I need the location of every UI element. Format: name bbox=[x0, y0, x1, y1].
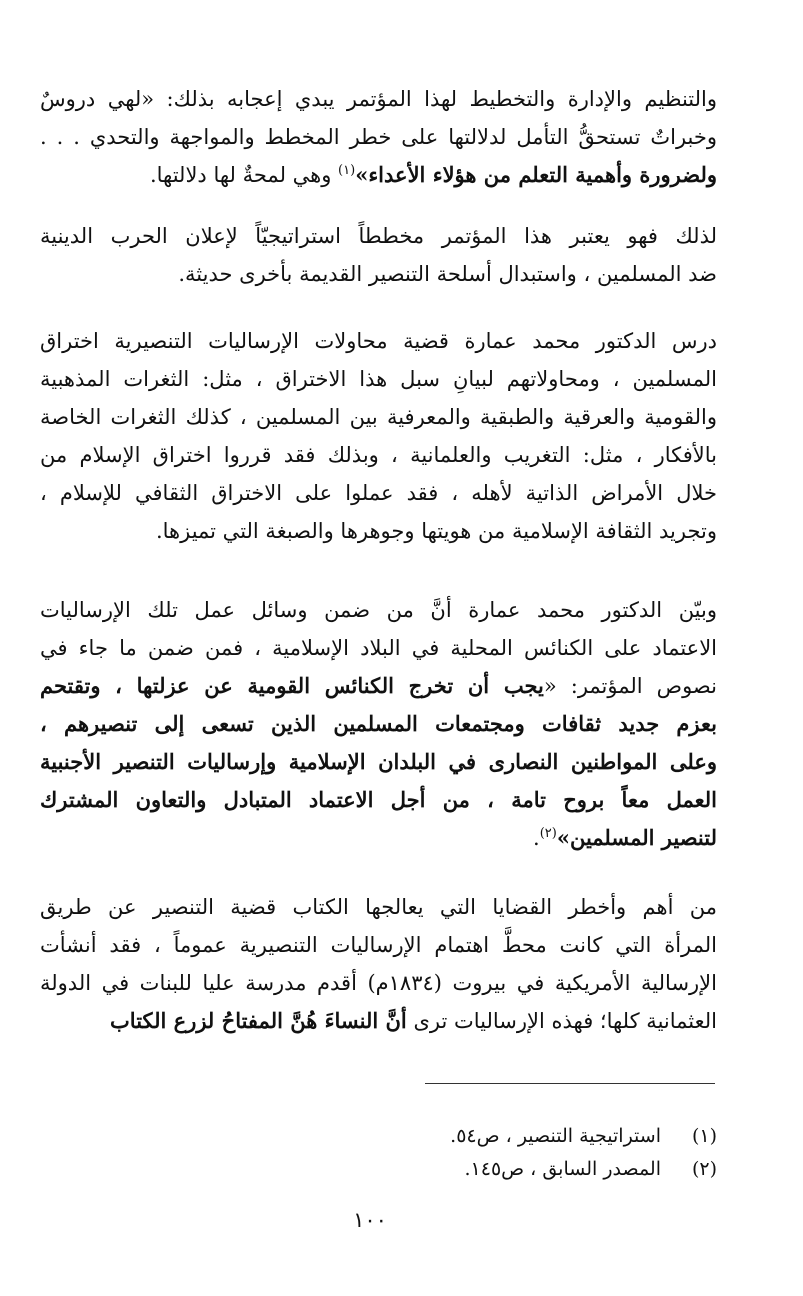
text-line bbox=[40, 1002, 717, 1040]
text-run: بالأفكار ، مثل: التغريب والعلمانية ، وبذلك فقد قرروا اختراق الإسلام من bbox=[40, 443, 717, 467]
text-run: وهي لمحةٌ لها دلالتها. bbox=[149, 163, 339, 187]
text-line bbox=[40, 512, 717, 550]
footnote-text: استراتيجية التنصير ، ص٥٤. bbox=[450, 1125, 661, 1147]
text-run: وتجريد الثقافة الإسلامية من هويتها وجوهرها والصبغة التي تميزها. bbox=[155, 519, 717, 543]
paragraph bbox=[40, 591, 717, 857]
footnote-number: (١) bbox=[691, 1125, 717, 1147]
footnote-number: (٢) bbox=[691, 1158, 717, 1180]
text-line bbox=[40, 436, 717, 474]
text-line bbox=[40, 156, 717, 194]
text-line bbox=[40, 964, 717, 1002]
page-number: ١٠٠ bbox=[353, 1208, 387, 1232]
text-run: المسلمين ، ومحاولاتهم لبيانِ سبل هذا الاختراق ، مثل: الثغرات المذهبية bbox=[40, 367, 717, 391]
text-run: درس الدكتور محمد عمارة قضية محاولات الإرساليات التنصيرية اختراق bbox=[40, 329, 717, 353]
footnote-ref: (١) bbox=[338, 163, 356, 178]
paragraph bbox=[40, 80, 717, 194]
text-run: لتنصير المسلمين» bbox=[556, 825, 717, 850]
text-line bbox=[40, 705, 717, 743]
text-run: . bbox=[533, 826, 540, 850]
text-run: من أهم وأخطر القضايا التي يعالجها الكتاب قضية التنصير عن طريق bbox=[40, 895, 717, 919]
text-run: خلال الأمراض الذاتية لأهله ، فقد عملوا على الاختراق الثقافي للإسلام ، bbox=[40, 481, 717, 505]
text-run: ولضرورة وأهمية التعلم من هؤلاء الأعداء» bbox=[355, 162, 717, 187]
text-line bbox=[40, 591, 717, 629]
text-line bbox=[40, 118, 717, 156]
paragraph bbox=[40, 217, 717, 293]
text-run: الاعتماد على الكنائس المحلية في البلاد الإسلامية ، فمن ضمن ما جاء في bbox=[40, 636, 717, 660]
text-run: والتنظيم والإدارة والتخطيط لهذا المؤتمر يبدي إعجابه بذلك: «لهي دروسٌ bbox=[40, 87, 717, 111]
footnote bbox=[317, 1154, 717, 1184]
text-run: يجب أن تخرج الكنائس القومية عن عزلتها ، وتقتحم bbox=[40, 673, 544, 698]
text-line bbox=[40, 255, 717, 293]
text-line bbox=[40, 217, 717, 255]
footnote-ref: (٢) bbox=[539, 826, 557, 841]
text-run: وعلى المواطنين النصارى في البلدان الإسلامية وإرساليات التنصير الأجنبية bbox=[40, 749, 717, 774]
text-run: نصوص المؤتمر: « bbox=[543, 674, 717, 698]
text-run: العمل معاً بروح تامة ، من أجل الاعتماد المتبادل والتعاون المشترك bbox=[40, 787, 717, 812]
text-run: والقومية والعرقية والطبقية والمعرفية بين المسلمين ، كذلك الثغرات الخاصة bbox=[40, 405, 717, 429]
paragraph bbox=[40, 888, 717, 1040]
text-line bbox=[40, 474, 717, 512]
text-run: الإرسالية الأمريكية في بيروت (١٨٣٤م) أقدم مدرسة عليا للبنات في الدولة bbox=[40, 971, 717, 995]
text-line bbox=[40, 80, 717, 118]
text-line bbox=[40, 360, 717, 398]
footnote-text: المصدر السابق ، ص١٤٥. bbox=[464, 1158, 661, 1180]
text-run: بعزم جديد ثقافات ومجتمعات المسلمين الذين تسعى إلى تنصيرهم ، bbox=[40, 711, 717, 736]
text-run: ضد المسلمين ، واستبدال أسلحة التنصير القديمة بأخرى حديثة. bbox=[178, 262, 717, 286]
footnote-separator bbox=[425, 1083, 715, 1084]
text-run: العثمانية كلها؛ فهذه الإرساليات ترى bbox=[406, 1009, 717, 1033]
text-line bbox=[40, 743, 717, 781]
text-line bbox=[40, 398, 717, 436]
text-run: وخبراتٌ تستحقُّ التأمل لدلالتها على خطر المخطط والمواجهة والتحدي . . . bbox=[40, 125, 717, 149]
text-line bbox=[40, 629, 717, 667]
text-run: المرأة التي كانت محطَّ اهتمام الإرساليات التنصيرية عموماً ، فقد أنشأت bbox=[40, 933, 717, 957]
text-run: أنَّ النساءَ هُنَّ المفتاحُ لزرع الكتاب bbox=[110, 1008, 407, 1033]
footnote bbox=[317, 1121, 717, 1151]
text-line bbox=[40, 888, 717, 926]
text-line bbox=[40, 781, 717, 819]
text-line bbox=[40, 322, 717, 360]
text-line bbox=[40, 819, 717, 857]
text-line bbox=[40, 926, 717, 964]
text-run: لذلك فهو يعتبر هذا المؤتمر مخططاً استراتيجيّاً لإعلان الحرب الدينية bbox=[40, 224, 717, 248]
text-run: وبيّن الدكتور محمد عمارة أنَّ من ضمن وسائل عمل تلك الإرساليات bbox=[40, 598, 717, 622]
text-line bbox=[40, 667, 717, 705]
paragraph bbox=[40, 322, 717, 550]
